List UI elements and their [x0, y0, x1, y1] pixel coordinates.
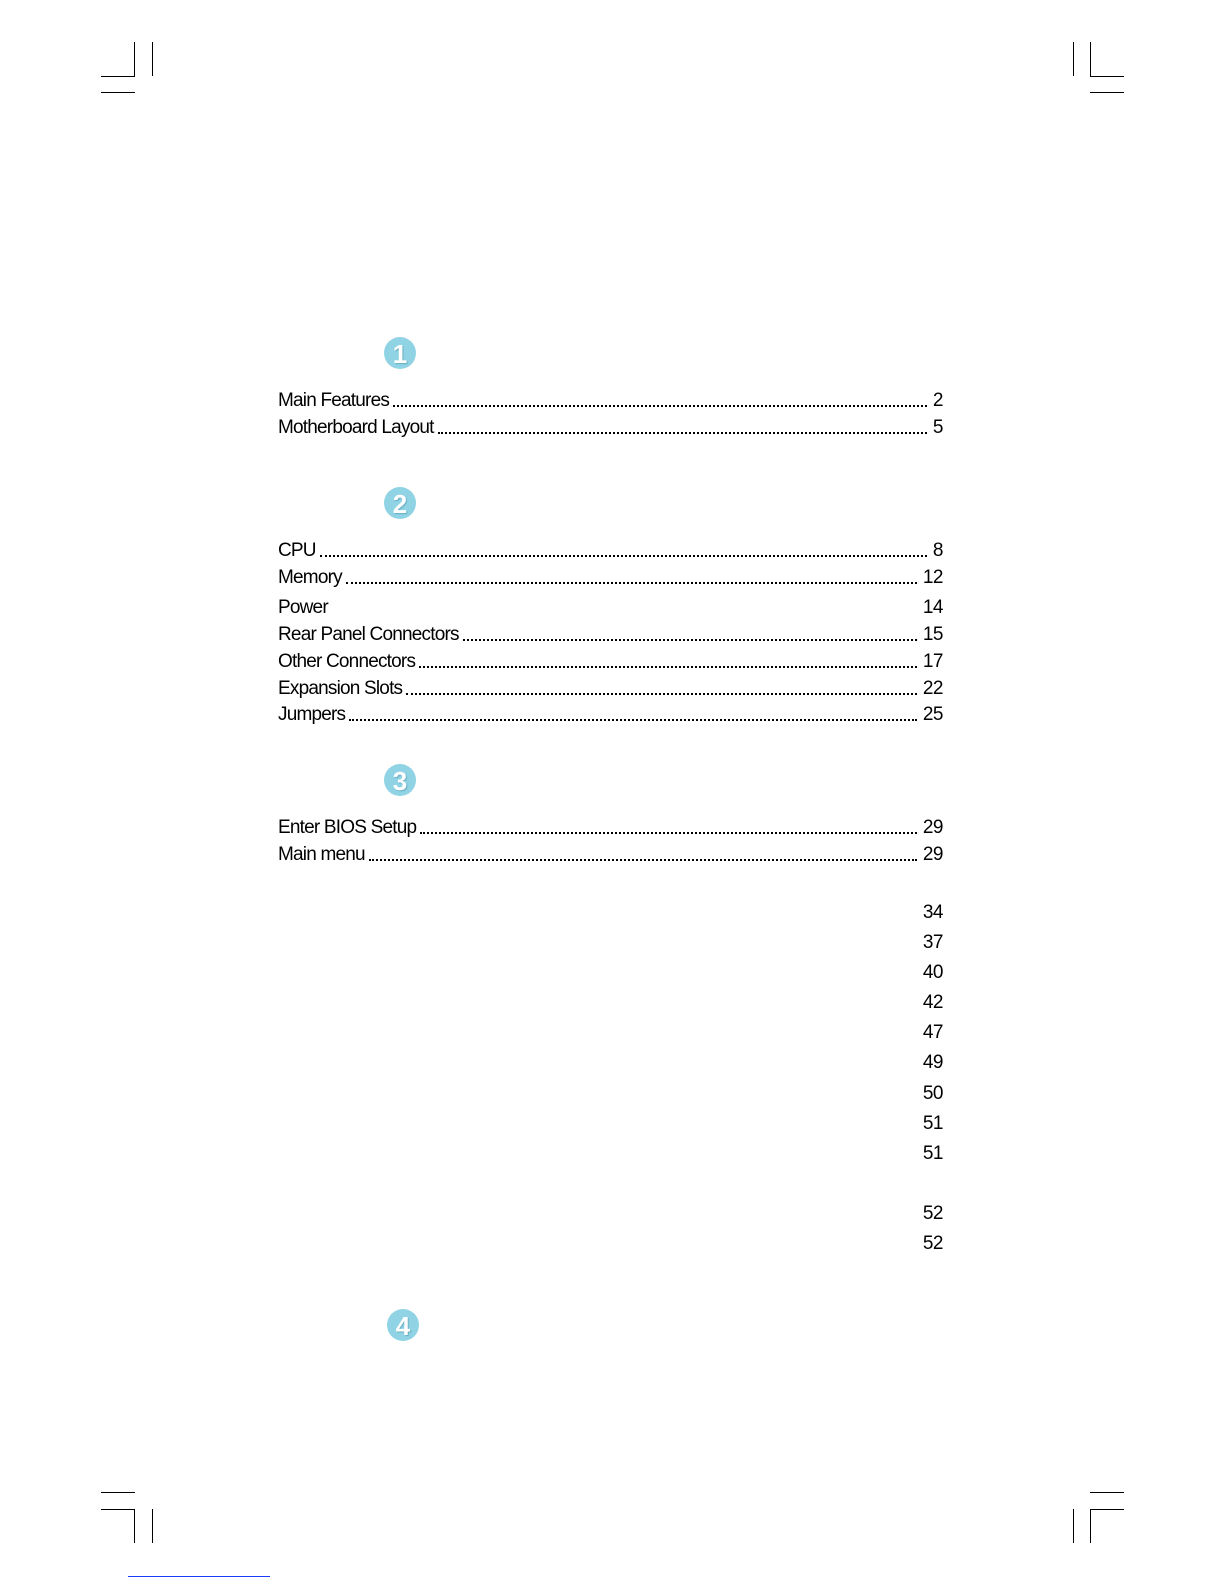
- toc-entry-main-menu[interactable]: [278, 842, 943, 866]
- toc-entry-page: 22: [922, 678, 943, 699]
- toc-page-number: 42: [922, 992, 943, 1013]
- toc-entry-label: Rear Panel Connectors: [278, 624, 459, 645]
- dot-leader: [393, 405, 927, 407]
- crop-mark: [134, 1509, 135, 1543]
- dot-leader: [438, 432, 927, 434]
- dot-leader: [369, 859, 917, 861]
- dot-leader: [420, 832, 917, 834]
- crop-mark: [1090, 92, 1124, 93]
- toc-page-number: 52: [922, 1233, 943, 1254]
- toc-page-number: 50: [922, 1083, 943, 1104]
- dot-leader: [349, 719, 917, 721]
- toc-entry-page: 17: [922, 651, 943, 672]
- toc-entry-memory[interactable]: [278, 565, 943, 589]
- crop-mark: [101, 92, 135, 93]
- crop-mark: [152, 1509, 153, 1543]
- crop-mark: [1090, 42, 1091, 76]
- chapter-badge-3: 3: [384, 764, 416, 796]
- toc-entry-page: 14: [922, 597, 943, 618]
- toc-entry-cpu[interactable]: [278, 538, 943, 562]
- crop-mark: [1090, 1509, 1091, 1543]
- chapter-badge-1: 1: [384, 337, 416, 369]
- toc-entry-power[interactable]: [278, 595, 943, 619]
- dot-leader: [406, 693, 917, 695]
- crop-mark: [101, 1492, 135, 1493]
- toc-entry-page: 25: [922, 704, 943, 725]
- toc-entry-label: Main menu: [278, 844, 365, 865]
- toc-entry-enter-bios-setup[interactable]: [278, 815, 943, 839]
- toc-entry-page: 12: [922, 567, 943, 588]
- toc-page-number: 51: [922, 1143, 943, 1164]
- toc-entry-motherboard-layout[interactable]: [278, 415, 943, 439]
- toc-page-number: 49: [922, 1052, 943, 1073]
- dot-leader: [419, 666, 917, 668]
- toc-page-number: 52: [922, 1203, 943, 1224]
- toc-entry-label: Enter BIOS Setup: [278, 817, 417, 838]
- toc-entry-jumpers[interactable]: [278, 702, 943, 726]
- toc-page-number: 40: [922, 962, 943, 983]
- toc-entry-page: 29: [922, 844, 943, 865]
- toc-page-number: 47: [922, 1022, 943, 1043]
- toc-page-number: 34: [922, 902, 943, 923]
- dot-leader: [320, 555, 927, 557]
- toc-entry-page: 5: [932, 417, 943, 438]
- chapter-badge-2: 2: [384, 487, 416, 519]
- chapter-badge-4: 4: [387, 1309, 419, 1341]
- toc-entry-label: Expansion Slots: [278, 678, 403, 699]
- toc-entry-label: Other Connectors: [278, 651, 416, 672]
- crop-mark: [152, 42, 153, 76]
- crop-mark: [101, 1509, 135, 1510]
- toc-entry-main-features[interactable]: [278, 388, 943, 412]
- toc-page-number: 37: [922, 932, 943, 953]
- toc-entry-page: 8: [932, 540, 943, 561]
- toc-entry-label: CPU: [278, 540, 316, 561]
- toc-entry-page: 2: [932, 390, 943, 411]
- crop-mark: [1090, 1509, 1124, 1510]
- toc-entry-other-connectors[interactable]: [278, 649, 943, 673]
- crop-mark: [134, 42, 135, 76]
- crop-mark: [1073, 42, 1074, 76]
- dot-leader: [463, 639, 917, 641]
- toc-entry-label: Motherboard Layout: [278, 417, 434, 438]
- crop-mark: [1090, 76, 1124, 77]
- dot-leader: [346, 582, 917, 584]
- crop-mark: [101, 76, 135, 77]
- toc-page-number: 51: [922, 1113, 943, 1134]
- footer-link-line: [128, 1576, 270, 1577]
- toc-entry-page: 15: [922, 624, 943, 645]
- toc-entry-label: Main Features: [278, 390, 390, 411]
- toc-entry-label: Jumpers: [278, 704, 346, 725]
- toc-entry-rear-panel-connectors[interactable]: [278, 622, 943, 646]
- crop-mark: [1073, 1509, 1074, 1543]
- toc-entry-expansion-slots[interactable]: [278, 676, 943, 700]
- toc-entry-page: 29: [922, 817, 943, 838]
- crop-mark: [1090, 1492, 1124, 1493]
- toc-entry-label: Memory: [278, 567, 342, 588]
- toc-entry-label: Power: [278, 597, 328, 618]
